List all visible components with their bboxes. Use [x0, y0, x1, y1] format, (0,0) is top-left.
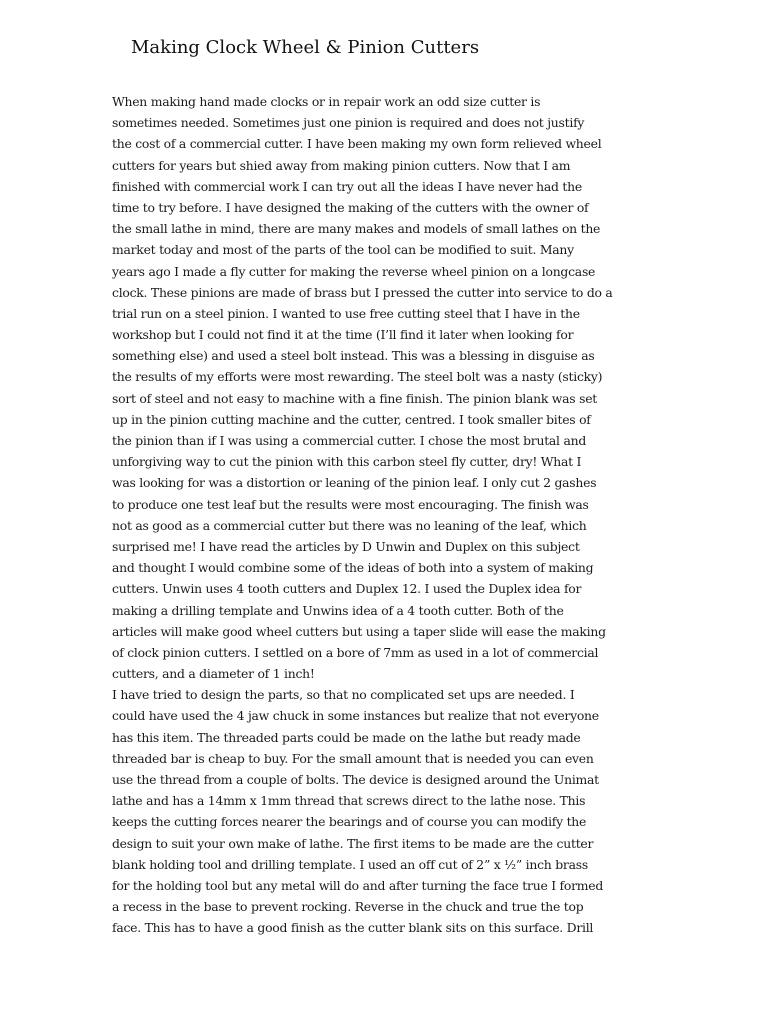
body-text-line: trial run on a steel pinion. I wanted to use free cutting steel that I have in the: [112, 305, 580, 321]
body-text-line: When making hand made clocks or in repair work an odd size cutter is: [112, 94, 541, 109]
body-text-line: of clock pinion cutters. I settled on a bore of 7mm as used in a lot of commercial: [112, 644, 599, 660]
body-text-line: making a drilling template and Unwins idea of a 4 tooth cutter. Both of the: [112, 602, 564, 618]
body-text-line: lathe and has a 14mm x 1mm thread that screws direct to the lathe nose. This: [112, 793, 586, 809]
body-text-line: threaded bar is cheap to buy. For the small amount that is needed you can even: [112, 750, 594, 766]
body-text-line: years ago I made a fly cutter for making the reverse wheel pinion on a longcase: [112, 263, 596, 279]
body-text-line: and thought I would combine some of the ideas of both into a system of making: [112, 560, 594, 576]
body-text-line: to produce one test leaf but the results were most encouraging. The finish was: [112, 496, 589, 512]
body-text-line: keeps the cutting forces nearer the bearings and of course you can modify the: [112, 814, 587, 830]
body-text-line: sometimes needed. Sometimes just one pinion is required and does not justify: [112, 115, 585, 131]
body-text-line: has this item. The threaded parts could be made on the lathe but ready made: [112, 729, 581, 745]
body-text-line: I have tried to design the parts, so that no complicated set ups are needed. I: [112, 687, 575, 703]
body-text-line: market today and most of the parts of the tool can be modified to suit. Many: [112, 242, 574, 258]
body-text-line: time to try before. I have designed the making of the cutters with the owner of: [112, 199, 589, 215]
body-text-line: face. This has to have a good finish as the cutter blank sits on this surface. Drill: [112, 920, 594, 936]
body-text-line: was looking for was a distortion or leaning of the pinion leaf. I only cut 2 gashes: [112, 475, 597, 491]
body-text-line: design to suit your own make of lathe. The first items to be made are the cutter: [112, 835, 594, 851]
body-text-line: not as good as a commercial cutter but there was no leaning of the leaf, which: [112, 517, 587, 533]
document-body: [112, 91, 672, 939]
body-text-line: the small lathe in mind, there are many makes and models of small lathes on the: [112, 221, 601, 237]
body-text-line: up in the pinion cutting machine and the cutter, centred. I took smaller bites of: [112, 411, 591, 427]
body-text-line: cutters. Unwin uses 4 tooth cutters and Duplex 12. I used the Duplex idea for: [112, 581, 582, 597]
body-text-line: blank holding tool and drilling template. I used an off cut of 2” x ½” inch brass: [112, 856, 588, 872]
body-text-line: use the thread from a couple of bolts. The device is designed around the Unimat: [112, 772, 599, 787]
body-text-line: surprised me! I have read the articles by D Unwin and Duplex on this subject: [112, 538, 580, 554]
body-text-line: finished with commercial work I can try out all the ideas I have never had the: [112, 178, 582, 194]
body-text-line: something else) and used a steel bolt instead. This was a blessing in disguise as: [112, 348, 595, 364]
body-text-line: cutters for years but shied away from making pinion cutters. Now that I am: [112, 157, 571, 173]
body-text-line: the results of my efforts were most rewarding. The steel bolt was a nasty (sticky): [112, 369, 603, 385]
body-text-line: unforgiving way to cut the pinion with this carbon steel fly cutter, dry! What I: [112, 454, 582, 470]
body-text-line: could have used the 4 jaw chuck in some instances but realize that not everyone: [112, 708, 599, 724]
body-text-line: clock. These pinions are made of brass but I pressed the cutter into service to do a: [112, 284, 613, 300]
body-text-line: cutters, and a diameter of 1 inch!: [112, 666, 315, 682]
body-text-line: sort of steel and not easy to machine with a fine finish. The pinion blank was set: [112, 390, 598, 406]
body-text-line: workshop but I could not find it at the time (I’ll find it later when looking for: [112, 327, 574, 343]
body-text-line: for the holding tool but any metal will do and after turning the face true I formed: [112, 877, 604, 893]
body-text-line: the pinion than if I was using a commercial cutter. I chose the most brutal and: [112, 433, 587, 448]
body-text-line: a recess in the base to prevent rocking. Reverse in the chuck and true the top: [112, 899, 584, 915]
body-text-line: articles will make good wheel cutters but using a taper slide will ease the making: [112, 623, 606, 639]
document-title: Making Clock Wheel & Pinion Cutters: [131, 37, 480, 58]
body-text-line: the cost of a commercial cutter. I have been making my own form relieved wheel: [112, 136, 602, 152]
